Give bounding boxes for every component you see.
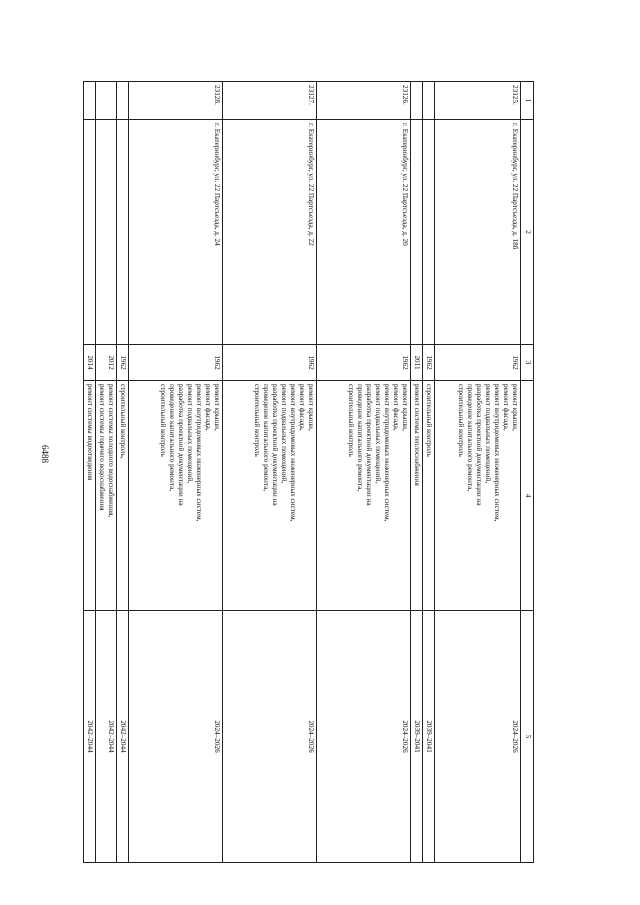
work-item: ремонт подвальных помещений, <box>374 384 382 484</box>
table-row <box>411 82 423 863</box>
period-cell: 2039–2041 <box>411 611 423 863</box>
address-cell <box>411 120 423 345</box>
year-cell: 1962 <box>129 345 223 381</box>
address-cell <box>84 120 96 345</box>
work-item: разработка проектной документации на <box>365 384 373 506</box>
capital-repair-table-wrapper <box>84 81 534 862</box>
work-item: ремонт фасада, <box>298 384 306 431</box>
year-cell: 1962 <box>423 345 435 381</box>
work-item: ремонт внутридомовых инженерных систем, <box>289 384 297 522</box>
table-row <box>96 82 117 863</box>
address-cell <box>423 120 435 345</box>
works-cell <box>435 381 521 611</box>
table-row <box>435 82 521 863</box>
year-cell: 1962 <box>435 345 521 381</box>
period-cell: 2042–2044 <box>84 611 96 863</box>
work-item: ремонт системы горячего водоснабжения <box>98 384 106 511</box>
work-item: строительный контроль <box>457 384 465 457</box>
work-item: ремонт системы холодного водоснабжения, <box>107 384 115 518</box>
period-cell: 2024–2026 <box>223 611 317 863</box>
work-item: строительный контроль <box>159 384 167 457</box>
work-item: ремонт подвальных помещений, <box>280 384 288 484</box>
works-cell <box>223 381 317 611</box>
table-row <box>317 82 411 863</box>
year-cell: 1962 <box>117 345 129 381</box>
work-item: ремонт внутридомовых инженерных систем, <box>383 384 391 522</box>
address-cell <box>96 120 117 345</box>
period-cell: 2024–2026 <box>317 611 411 863</box>
table-row <box>129 82 223 863</box>
page-number: 6488 <box>40 445 50 463</box>
year-cell: 1962 <box>317 345 411 381</box>
works-cell <box>84 381 96 611</box>
row-number-cell: 23125. <box>435 82 521 120</box>
work-item: проведение капитального ремонта, <box>168 384 176 492</box>
work-item: строительный контроль <box>347 384 355 457</box>
work-item: ремонт внутридомовых инженерных систем, <box>195 384 203 522</box>
work-item: ремонт крыши, <box>307 384 315 431</box>
row-number-cell <box>84 82 96 120</box>
capital-repair-table <box>83 81 534 863</box>
address-cell: г. Екатеринбург, ул. 22 Партсъезда, д. 24 <box>129 120 223 345</box>
year-cell: 2014 <box>84 345 96 381</box>
work-item: ремонт подвальных помещений, <box>484 384 492 484</box>
work-item: разработка проектной документации на <box>271 384 279 506</box>
year-cell: 1962 <box>223 345 317 381</box>
work-item: строительный контроль <box>253 384 261 457</box>
row-number-cell <box>96 82 117 120</box>
row-number-cell <box>423 82 435 120</box>
work-item: ремонт фасада, <box>204 384 212 431</box>
work-item: разработка проектной документации на <box>177 384 185 506</box>
work-item: ремонт крыши, <box>401 384 409 431</box>
address-cell: г. Екатеринбург, ул. 22 Партсъезда, д. 20 <box>317 120 411 345</box>
header-cell: 2 <box>521 120 534 345</box>
work-item: ремонт крыши, <box>511 384 519 431</box>
table-row <box>117 82 129 863</box>
work-item: ремонт подвальных помещений, <box>186 384 194 484</box>
work-item: строительный контроль <box>425 384 433 457</box>
work-item: проведение капитального ремонта, <box>466 384 474 492</box>
header-cell: 3 <box>521 345 534 381</box>
address-cell <box>117 120 129 345</box>
work-item: ремонт крыши, <box>213 384 221 431</box>
address-cell: г. Екатеринбург, ул. 22 Партсъезда, д. 22 <box>223 120 317 345</box>
year-cell: 2011 <box>411 345 423 381</box>
works-cell <box>411 381 423 611</box>
row-number-cell: 23128. <box>129 82 223 120</box>
address-cell: г. Екатеринбург, ул. 22 Партсъезда, д. 18б <box>435 120 521 345</box>
header-cell: 1 <box>521 82 534 120</box>
works-cell <box>129 381 223 611</box>
works-cell <box>423 381 435 611</box>
period-cell: 2042–2044 <box>117 611 129 863</box>
table-row <box>84 82 96 863</box>
period-cell: 2024–2026 <box>129 611 223 863</box>
works-cell <box>96 381 117 611</box>
work-item: ремонт системы водоотведения <box>86 384 94 481</box>
period-cell: 2039–2041 <box>423 611 435 863</box>
work-item: ремонт фасада, <box>392 384 400 431</box>
period-cell: 2042–2044 <box>96 611 117 863</box>
row-number-cell <box>411 82 423 120</box>
period-cell: 2024–2026 <box>435 611 521 863</box>
header-cell: 4 <box>521 381 534 611</box>
row-number-cell: 23127. <box>223 82 317 120</box>
header-row <box>521 82 534 863</box>
work-item: проведение капитального ремонта, <box>262 384 270 492</box>
work-item: разработка проектной документации на <box>475 384 483 506</box>
table-row <box>223 82 317 863</box>
row-number-cell: 23126. <box>317 82 411 120</box>
works-cell <box>317 381 411 611</box>
work-item: ремонт системы теплоснабжения <box>413 384 421 486</box>
work-item: ремонт фасада, <box>502 384 510 431</box>
header-cell: 5 <box>521 611 534 863</box>
work-item: строительный контроль, <box>119 384 127 459</box>
works-cell <box>117 381 129 611</box>
work-item: проведение капитального ремонта, <box>356 384 364 492</box>
row-number-cell <box>117 82 129 120</box>
year-cell: 2012 <box>96 345 117 381</box>
table-row <box>423 82 435 863</box>
work-item: ремонт внутридомовых инженерных систем, <box>493 384 501 522</box>
